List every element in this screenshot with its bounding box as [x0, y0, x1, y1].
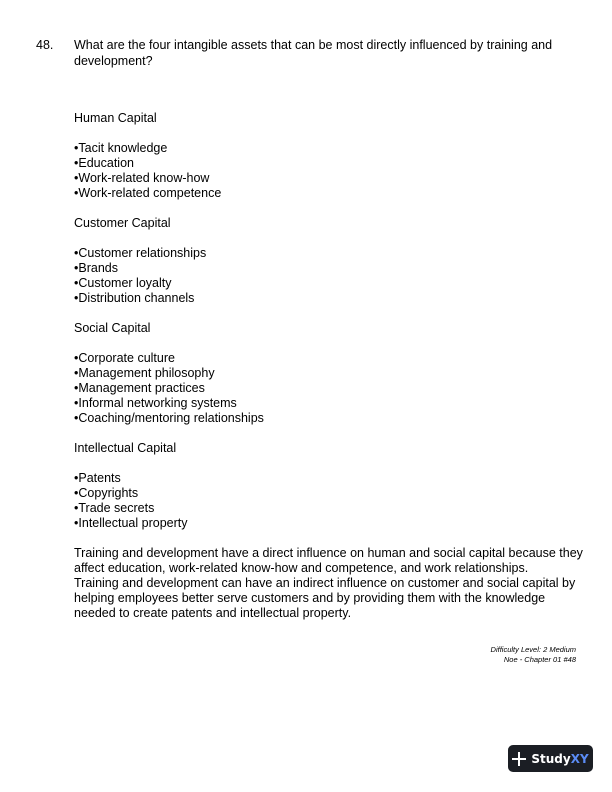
studyxy-logo[interactable] — [508, 745, 593, 772]
list-item: • Customer loyalty — [74, 276, 584, 291]
explanation-text: Training and development can have an indirect influence on customer and social capital by helping employees better serve customers and by providing them with the knowledge needed to create patents and intellectual property. — [74, 576, 576, 620]
list-item: • Coaching/mentoring relationships — [74, 411, 584, 426]
bullet-list — [74, 351, 584, 426]
list-item: • Tacit knowledge — [74, 141, 584, 156]
bullet-list — [74, 471, 584, 531]
list-item: • Work-related know-how — [74, 171, 584, 186]
list-item: • Distribution channels — [74, 291, 584, 306]
list-item: • Work-related competence — [74, 186, 584, 201]
list-item: • Customer relationships — [74, 246, 584, 261]
list-item: • Management practices — [74, 381, 584, 396]
section-title: Social Capital — [74, 321, 151, 335]
source-reference: Noe - Chapter 01 #48 — [503, 655, 576, 664]
explanation-paragraph — [74, 546, 584, 621]
plus-icon — [512, 752, 526, 766]
section-title: Human Capital — [74, 111, 157, 125]
list-item: • Brands — [74, 261, 584, 276]
list-item: • Corporate culture — [74, 351, 584, 366]
list-item: • Informal networking systems — [74, 396, 584, 411]
question-number: 48. — [36, 38, 54, 52]
list-item: • Management philosophy — [74, 366, 584, 381]
bullet-list — [74, 246, 584, 306]
list-item: • Intellectual property — [74, 516, 584, 531]
bullet-list — [74, 141, 584, 201]
list-item: • Copyrights — [74, 486, 584, 501]
list-item: • Patents — [74, 471, 584, 486]
list-item: • Education — [74, 156, 584, 171]
question-meta — [491, 645, 576, 665]
section-title: Customer Capital — [74, 216, 171, 230]
logo-text-primary: Study — [531, 751, 571, 766]
logo-text-accent: XY — [570, 751, 589, 766]
list-item: • Trade secrets — [74, 501, 584, 516]
explanation-text: Training and development have a direct influence on human and social capital because they affect education, work-related know-how and competence, and work relationships. — [74, 546, 583, 575]
section-title: Intellectual Capital — [74, 441, 177, 455]
difficulty-level: Difficulty Level: 2 Medium — [490, 645, 576, 654]
answer-block — [74, 111, 584, 621]
question-text: What are the four intangible assets that can be most directly influenced by training and development? — [74, 38, 553, 68]
